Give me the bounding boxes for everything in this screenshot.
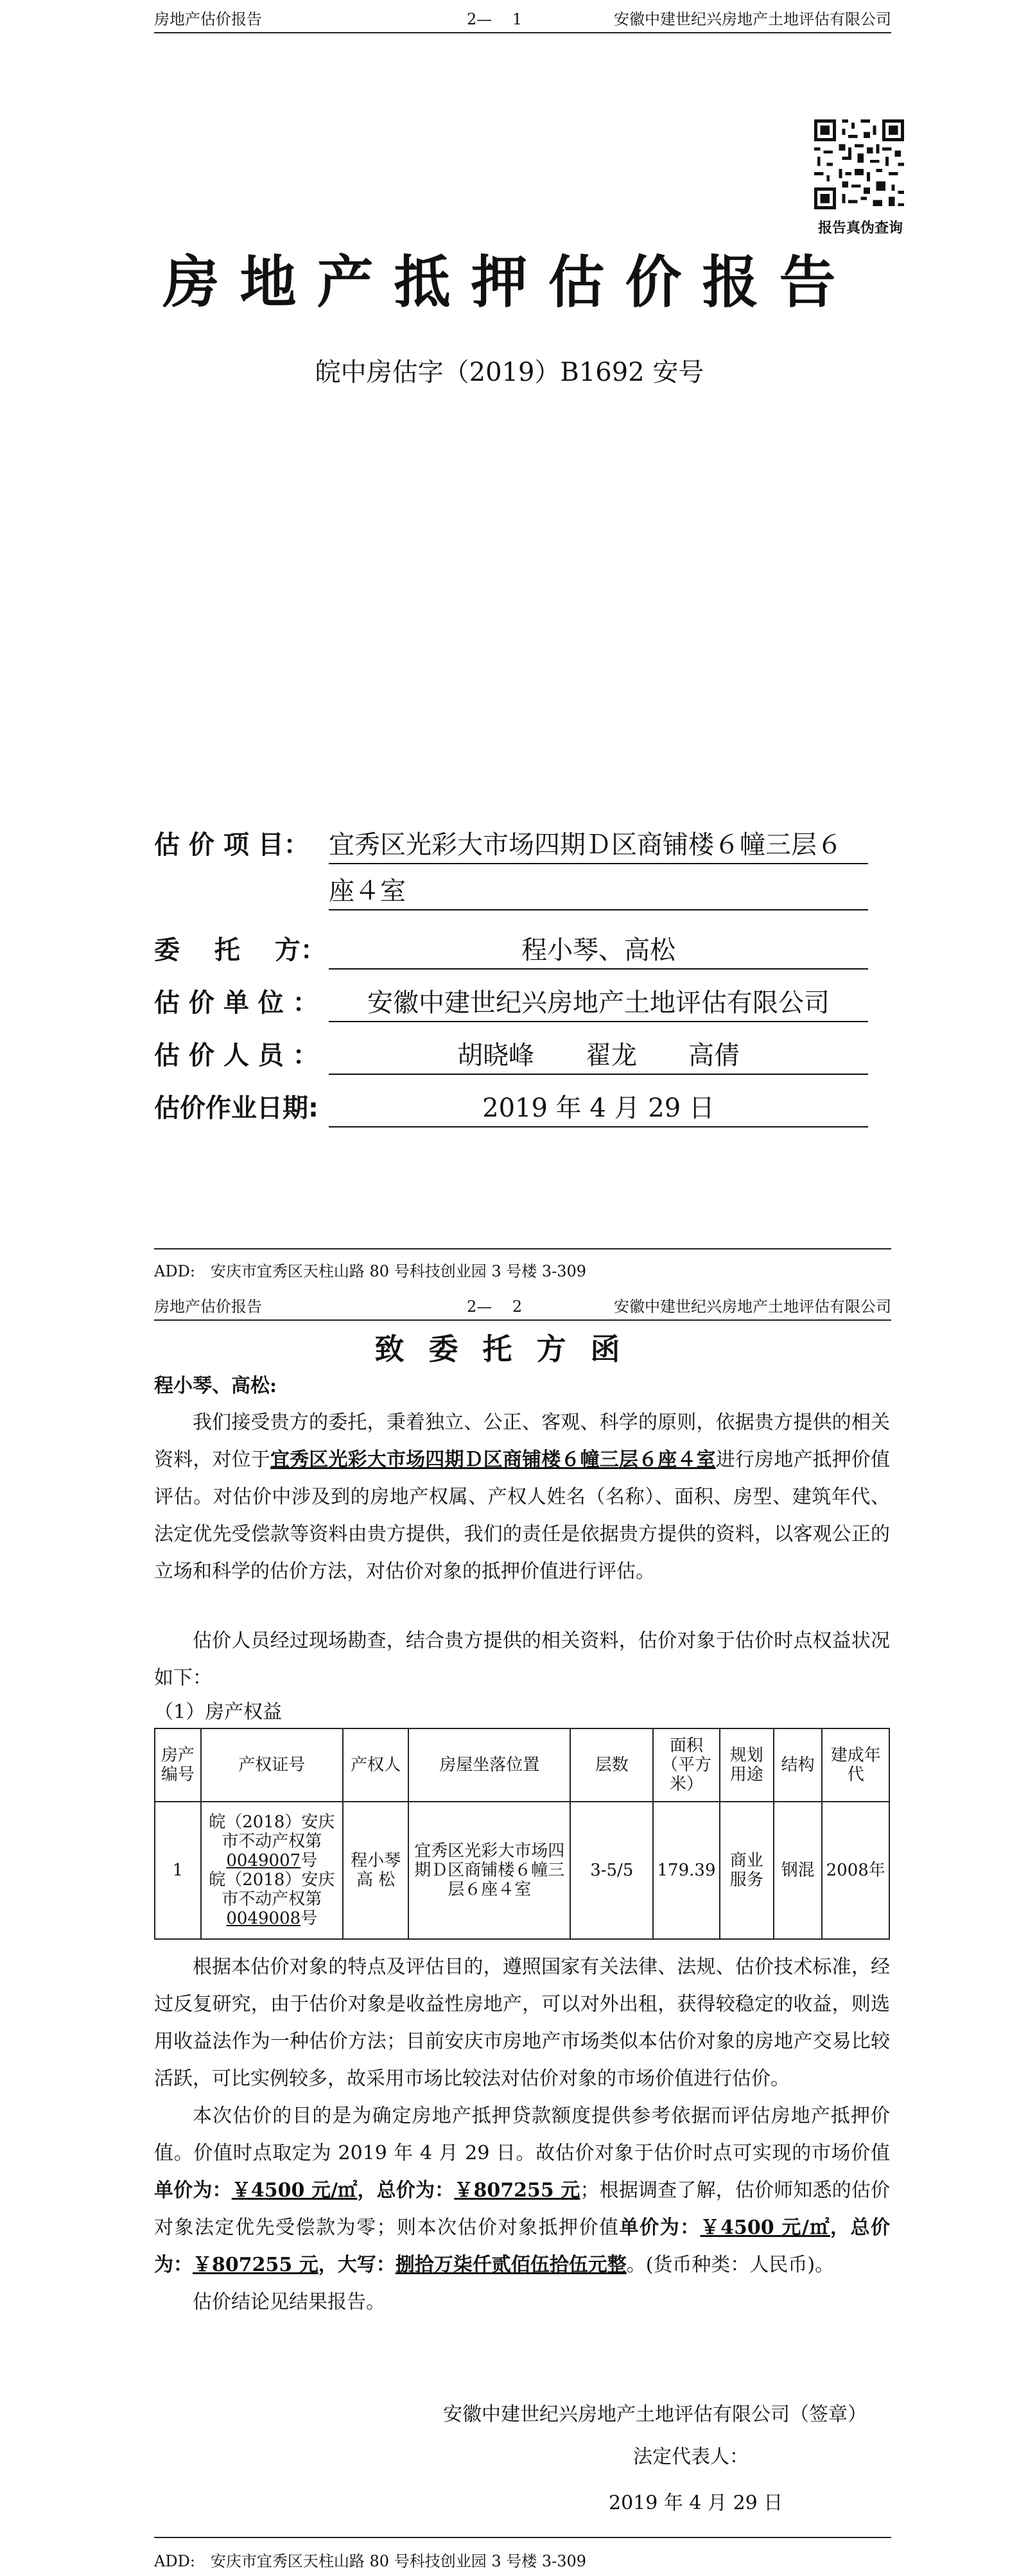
qr-label: 报告真伪查询 bbox=[817, 220, 903, 236]
cell-no: 1 bbox=[155, 1802, 201, 1939]
col-header-no: 房产编号 bbox=[155, 1728, 201, 1802]
letter-page bbox=[0, 1287, 1019, 2576]
field-client bbox=[154, 932, 873, 968]
field-appraisers-label: 估 价 人 员 ： bbox=[154, 1041, 318, 1070]
field-project bbox=[154, 827, 873, 863]
cell-use: 商业服务 bbox=[720, 1802, 774, 1939]
cell-structure: 钢混 bbox=[774, 1802, 823, 1939]
header-page-number: 2— 1 bbox=[467, 10, 523, 28]
col-header-year: 建成年代 bbox=[822, 1728, 889, 1802]
property-address: 宜秀区光彩大市场四期Ｄ区商铺楼６幢三层６座４室 bbox=[270, 1449, 716, 1471]
field-appraiser-firm bbox=[154, 985, 873, 1021]
header-page-number: 2— 2 bbox=[467, 1298, 523, 1316]
header-company: 安徽中建世纪兴房地产土地评估有限公司 bbox=[614, 1298, 891, 1316]
intro-text-b: 进行房地产抵押价值评估。对估价中涉及到的房地产权属、产权人姓名（名称）、面积、房型、建筑年代、法定优先受偿款等资料由贵方提供，我们的责任是依据贵方提供的资料，以客观公正的立场和科学的估价方法，对估价对象的抵押价值进行评估。 bbox=[154, 1449, 891, 1583]
report-title: 房地产抵押估价报告 bbox=[162, 249, 857, 315]
header-left: 房地产估价报告 bbox=[154, 10, 262, 28]
cell-cert bbox=[201, 1802, 343, 1939]
cert-b-prefix: 皖（2018）安庆市不动产权第 bbox=[209, 1870, 335, 1909]
field-appraisers bbox=[154, 1038, 873, 1074]
cell-year: 2008年 bbox=[822, 1802, 889, 1939]
footer-address: ADD: 安庆市宜秀区天柱山路 80 号科技创业园 3 号楼 3-309 bbox=[154, 1262, 587, 1280]
report-cover-page bbox=[0, 0, 1019, 1287]
col-header-use: 规划用途 bbox=[720, 1728, 774, 1802]
field-project-value-line2: 座４室 bbox=[329, 873, 868, 910]
header-left: 房地产估价报告 bbox=[154, 1298, 262, 1316]
col-header-location: 房屋坐落位置 bbox=[408, 1728, 570, 1802]
qr-code-icon[interactable] bbox=[814, 119, 904, 209]
signature-date: 2019 年 4 月 29 日 bbox=[609, 2492, 783, 2514]
field-client-value: 程小琴、高松 bbox=[329, 932, 868, 970]
signature-representative: 法定代表人： bbox=[633, 2446, 749, 2468]
salutation: 程小琴、高松: bbox=[154, 1375, 277, 1397]
amount-in-words: 捌拾万柒仟贰佰伍拾伍元整 bbox=[395, 2254, 627, 2276]
cert-a-number: 0049007 bbox=[226, 1851, 301, 1870]
amount-in-words-label: ，大写： bbox=[318, 2254, 396, 2276]
field-work-date-label: 估价作业日期: bbox=[154, 1093, 318, 1123]
paragraph-conclusion: 估价结论见结果报告。 bbox=[193, 2291, 385, 2313]
field-client-label: 委 托 方： bbox=[154, 936, 326, 965]
table-header-row bbox=[155, 1728, 889, 1802]
running-header bbox=[154, 6, 891, 33]
letter-title: 致委托方函 bbox=[374, 1332, 645, 1366]
signature-company: 安徽中建世纪兴房地产土地评估有限公司（签章） bbox=[443, 2403, 867, 2426]
paragraph-method: 根据本估价对象的特点及评估目的，遵照国家有关法律、法规、估价技术标准，经过反复研究，由于估价对象是收益性房地产，可以对外出租，获得较稳定的收益，则选用收益法作为一种估价方法；目前安庆市房地产市场类似本估价对象的房地产交易比较活跃，可比实例较多，故采用市场比较法对估价对象的市场价值进行估价。 bbox=[154, 1956, 890, 2090]
col-header-area: 面积（平方米） bbox=[653, 1728, 719, 1802]
valuation-text-c: 。(货币种类：人民币)。 bbox=[626, 2254, 835, 2276]
field-project-value: 宜秀区光彩大市场四期Ｄ区商铺楼６幢三层６ bbox=[329, 827, 868, 864]
intro-text-a: 我们接受贵方的委托，秉着独立、公正、客观、科学的原则，依据贵方提供的相关资料，对位于 bbox=[154, 1411, 890, 1471]
property-rights-table bbox=[154, 1728, 890, 1940]
mortgage-unit-price-label: 单价为： bbox=[619, 2216, 701, 2239]
mortgage-unit-price: ￥4500 元/㎡ bbox=[700, 2216, 830, 2239]
paragraph-survey: 估价人员经过现场勘查，结合贵方提供的相关资料，估价对象于估价时点权益状况如下： bbox=[154, 1630, 890, 1689]
cert-a-prefix: 皖（2018）安庆市不动产权第 bbox=[209, 1813, 335, 1851]
valuation-text-a: 本次估价的目的是为确定房地产抵押贷款额度提供参考依据而评估房地产抵押价值。价值时点取定为 2019 年 4 月 29 日。故估价对象于估价时点可实现的市场价值 bbox=[154, 2105, 890, 2164]
report-number: 皖中房估字（2019）B1692 安号 bbox=[315, 358, 704, 387]
market-total-price: ￥807255 元 bbox=[454, 2179, 580, 2202]
col-header-structure: 结构 bbox=[774, 1728, 823, 1802]
header-company: 安徽中建世纪兴房地产土地评估有限公司 bbox=[614, 10, 891, 28]
col-header-cert: 产权证号 bbox=[201, 1728, 343, 1802]
field-project-label: 估 价 项 目： bbox=[154, 830, 309, 860]
col-header-floors: 层数 bbox=[570, 1728, 653, 1802]
paragraph-valuation bbox=[154, 2098, 890, 2284]
cell-area: 179.39 bbox=[653, 1802, 719, 1939]
field-work-date-value: 2019 年 4 月 29 日 bbox=[329, 1090, 868, 1127]
cell-owner: 程小琴 高 松 bbox=[343, 1802, 408, 1939]
running-header bbox=[154, 1294, 891, 1321]
col-header-owner: 产权人 bbox=[343, 1728, 408, 1802]
market-unit-price: ￥4500 元/㎡ bbox=[231, 2179, 358, 2202]
cert-b-number: 0049008 bbox=[226, 1909, 301, 1928]
paragraph-intro bbox=[154, 1404, 890, 1590]
cert-a-suffix: 号 bbox=[300, 1851, 318, 1870]
table-row bbox=[155, 1802, 889, 1939]
cell-location: 宜秀区光彩大市场四期Ｄ区商铺楼６幢三层６座４室 bbox=[408, 1802, 570, 1939]
table-caption: （1）房产权益 bbox=[154, 1701, 283, 1723]
unit-price-label: 单价为： bbox=[154, 2179, 232, 2202]
total-price-label: ，总价为： bbox=[357, 2179, 455, 2202]
mortgage-total-price-label: ，总价为： bbox=[154, 2216, 891, 2276]
footer-divider bbox=[154, 1248, 891, 1249]
field-appraiser-firm-label: 估 价 单 位 ： bbox=[154, 988, 318, 1018]
footer-address: ADD: 安庆市宜秀区天柱山路 80 号科技创业园 3 号楼 3-309 bbox=[154, 2552, 587, 2570]
footer-divider bbox=[154, 2537, 891, 2538]
cert-b-suffix: 号 bbox=[300, 1909, 318, 1928]
valuation-text-b: ；根据调查了解，估价师知悉的估价对象法定优先受偿款为零；则本次估价对象抵押价值 bbox=[154, 2179, 891, 2239]
field-appraisers-value: 胡晓峰 翟龙 高倩 bbox=[329, 1038, 868, 1075]
mortgage-total-price: ￥807255 元 bbox=[193, 2254, 318, 2276]
field-appraiser-firm-value: 安徽中建世纪兴房地产土地评估有限公司 bbox=[329, 985, 868, 1022]
cell-floors: 3-5/5 bbox=[570, 1802, 653, 1939]
field-work-date bbox=[154, 1090, 873, 1126]
